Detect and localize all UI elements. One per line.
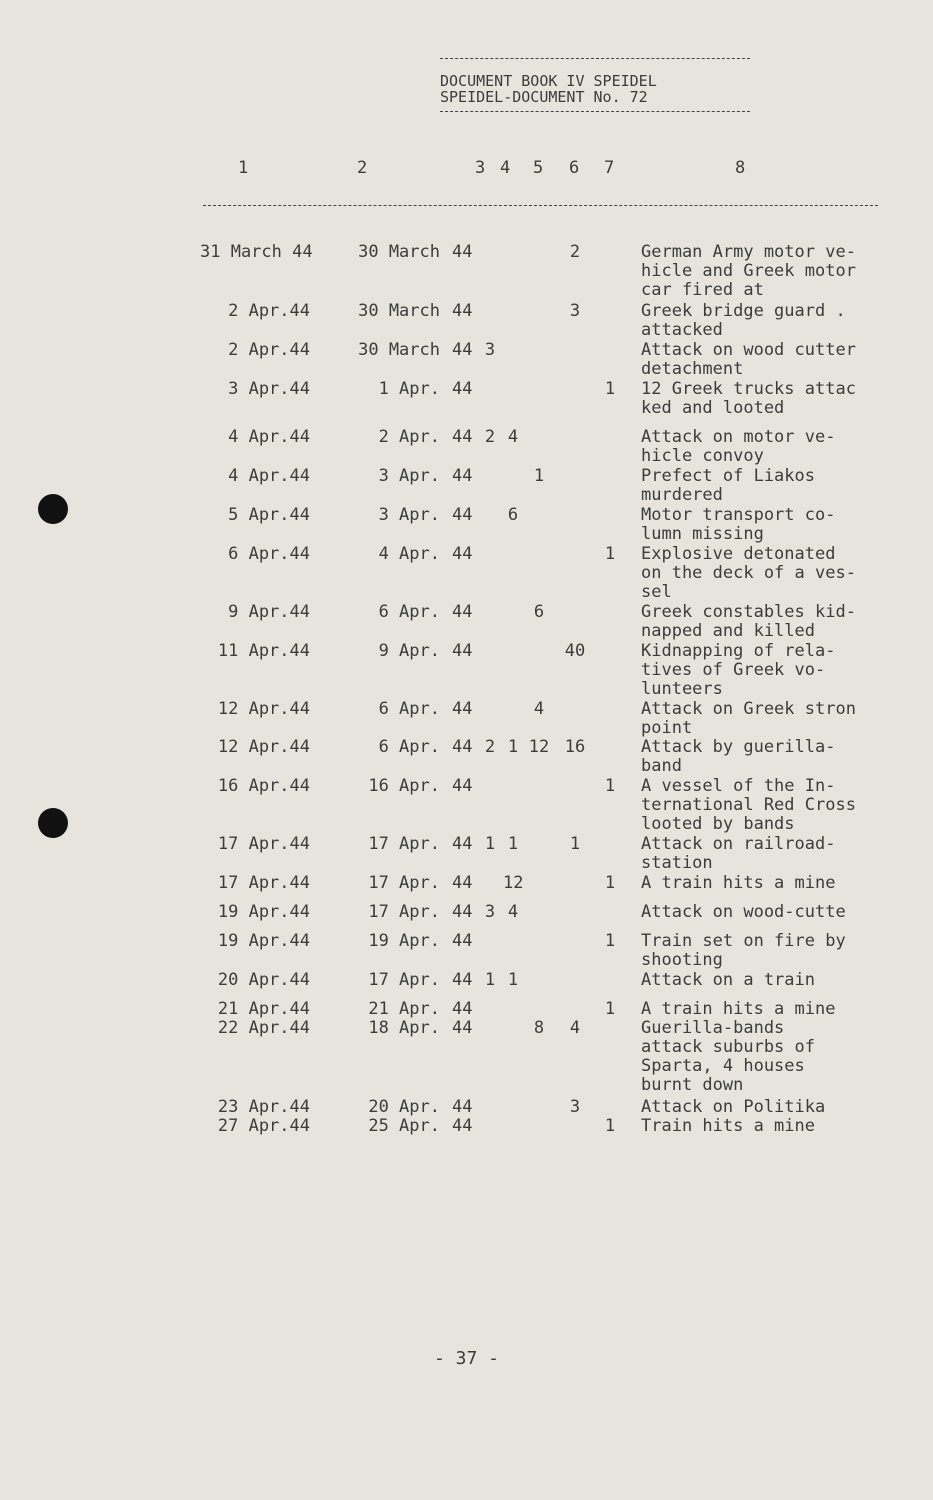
incident-year: 44 [452,1116,473,1136]
report-date: 19 Apr.44 [217,931,310,951]
header-line-1: DOCUMENT BOOK IV SPEIDEL [440,72,657,90]
description-line: Train set on fire by [641,931,846,951]
report-date: 16 Apr.44 [217,776,310,796]
column-number-6: 6 [569,158,580,178]
col-3-value: 2 [484,737,496,757]
incident-year: 44 [452,427,473,447]
col-4-value: 4 [507,902,519,922]
incident-description [641,1000,891,1019]
report-date: 27 Apr.44 [217,1116,310,1136]
column-number-3: 3 [475,158,486,178]
column-number-4: 4 [500,158,511,178]
col-4-value: 4 [507,427,519,447]
incident-description [641,700,891,738]
incident-date: 30 March [358,340,440,360]
incident-year: 44 [452,641,473,661]
report-date: 9 Apr.44 [228,602,310,622]
report-date: 21 Apr.44 [217,999,310,1019]
description-line: German Army motor ve- [641,242,856,262]
description-line: hicle and Greek motor [641,261,856,281]
incident-year: 44 [452,931,473,951]
incident-year: 44 [452,379,473,399]
report-date: 20 Apr.44 [217,970,310,990]
header-rule [440,58,750,59]
incident-date: 20 Apr. [368,1097,440,1117]
incident-year: 44 [452,776,473,796]
incident-description [641,971,891,990]
incident-year: 44 [452,544,473,564]
column-number-8: 8 [735,158,746,178]
col-6-value: 40 [564,641,586,661]
col-5-value: 1 [533,466,545,486]
incident-date: 30 March [358,242,440,262]
incident-date: 19 Apr. [368,931,440,951]
description-line: Guerilla-bands [641,1018,785,1038]
incident-description [641,467,891,505]
incident-year: 44 [452,1018,473,1038]
column-number-5: 5 [533,158,544,178]
col-7-value: 1 [604,776,616,796]
incident-date: 3 Apr. [378,505,440,525]
incident-date: 21 Apr. [368,999,440,1019]
col-6-value: 1 [569,834,581,854]
description-line: Explosive detonated [641,544,836,564]
description-line: Sparta, 4 houses [641,1056,805,1076]
incident-year: 44 [452,737,473,757]
incident-description [641,380,891,418]
description-line: Attack on railroad- [641,834,836,854]
incident-year: 44 [452,1097,473,1117]
description-line: Attack on Greek stron [641,699,856,719]
description-line: lumn missing [641,524,764,544]
incident-description [641,1098,891,1117]
incident-year: 44 [452,466,473,486]
incident-year: 44 [452,505,473,525]
description-line: attacked [641,320,723,340]
description-line: Greek constables kid- [641,602,856,622]
incident-date: 30 March [358,301,440,321]
description-line: Prefect of Liakos [641,466,815,486]
report-date: 4 Apr.44 [228,466,310,486]
col-4-value: 6 [507,505,519,525]
incident-date: 6 Apr. [378,699,440,719]
description-line: tives of Greek vo- [641,660,826,680]
col-7-value: 1 [604,999,616,1019]
incident-description [641,341,891,379]
incident-year: 44 [452,340,473,360]
incident-description [641,428,891,466]
incident-description [641,302,891,340]
incident-date: 9 Apr. [378,641,440,661]
col-3-value: 2 [484,427,496,447]
incident-year: 44 [452,834,473,854]
column-number-1: 1 [238,158,249,178]
description-line: car fired at [641,280,764,300]
col-7-value: 1 [604,544,616,564]
incident-date: 6 Apr. [378,602,440,622]
description-line: murdered [641,485,723,505]
table-rule [203,205,878,206]
description-line: Attack on motor ve- [641,427,836,447]
description-line: hicle convoy [641,446,764,466]
col-4-value: 1 [507,737,519,757]
col-6-value: 3 [569,1097,581,1117]
incident-description [641,1019,891,1095]
incident-description [641,243,891,300]
col-4-value: 12 [503,873,524,893]
report-date: 23 Apr.44 [217,1097,310,1117]
incident-description [641,903,891,922]
incident-year: 44 [452,602,473,622]
col-4-value: 1 [507,834,519,854]
col-3-value: 3 [484,340,496,360]
description-line: A train hits a mine [641,873,836,893]
header-line-2: SPEIDEL-DOCUMENT No. 72 [440,88,648,106]
report-date: 12 Apr.44 [217,737,310,757]
incident-date: 18 Apr. [368,1018,440,1038]
incident-year: 44 [452,970,473,990]
description-line: ternational Red Cross [641,795,856,815]
incident-date: 17 Apr. [368,902,440,922]
header-rule [440,111,750,112]
description-line: Attack on wood-cutte [641,902,846,922]
description-line: Attack on wood cutter [641,340,856,360]
col-6-value: 2 [569,242,581,262]
incident-description [641,545,891,602]
column-number-7: 7 [604,158,615,178]
description-line: lunteers [641,679,723,699]
incident-description [641,932,891,970]
report-date: 2 Apr.44 [228,340,310,360]
incident-date: 17 Apr. [368,873,440,893]
incident-description [641,1117,891,1136]
col-7-value: 1 [604,1116,616,1136]
col-5-value: 12 [528,737,550,757]
incident-year: 44 [452,873,473,893]
description-line: A vessel of the In- [641,776,836,796]
report-date: 19 Apr.44 [217,902,310,922]
incident-description [641,874,891,893]
page-number: - 37 - [433,1348,500,1369]
incident-date: 17 Apr. [368,834,440,854]
incident-date: 25 Apr. [368,1116,440,1136]
incident-date: 16 Apr. [368,776,440,796]
description-line: looted by bands [641,814,795,834]
col-6-value: 4 [569,1018,581,1038]
report-date: 22 Apr.44 [217,1018,310,1038]
report-date: 17 Apr.44 [217,834,310,854]
incident-date: 2 Apr. [378,427,440,447]
description-line: Train hits a mine [641,1116,815,1136]
incident-description [641,738,891,776]
incident-year: 44 [452,699,473,719]
incident-description [641,835,891,873]
incident-year: 44 [452,902,473,922]
incident-date: 4 Apr. [378,544,440,564]
description-line: napped and killed [641,621,815,641]
col-5-value: 8 [533,1018,545,1038]
col-3-value: 3 [484,902,496,922]
incident-date: 6 Apr. [378,737,440,757]
description-line: A train hits a mine [641,999,836,1019]
incident-description [641,603,891,641]
incident-year: 44 [452,999,473,1019]
col-7-value: 1 [604,379,616,399]
report-date: 11 Apr.44 [217,641,310,661]
document-header [440,58,750,112]
column-number-2: 2 [357,158,368,178]
description-line: burnt down [641,1075,744,1095]
description-line: point [641,718,693,738]
incident-description [641,777,891,834]
col-3-value: 1 [484,834,496,854]
incident-year: 44 [452,301,473,321]
col-6-value: 16 [564,737,586,757]
description-line: station [641,853,713,873]
col-5-value: 4 [533,699,545,719]
description-line: Attack on a train [641,970,815,990]
description-line: Attack by guerilla- [641,737,836,757]
report-date: 17 Apr.44 [217,873,310,893]
incident-date: 17 Apr. [368,970,440,990]
col-6-value: 3 [569,301,581,321]
col-3-value: 1 [484,970,496,990]
incident-year: 44 [452,242,473,262]
description-line: 12 Greek trucks attac [641,379,856,399]
description-line: sel [641,582,672,602]
punch-hole [38,494,68,524]
description-line: Motor transport co- [641,505,836,525]
incident-date: 1 Apr. [378,379,440,399]
col-4-value: 1 [507,970,519,990]
description-line: on the deck of a ves- [641,563,856,583]
col-5-value: 6 [533,602,545,622]
description-line: shooting [641,950,723,970]
report-date: 4 Apr.44 [228,427,310,447]
report-date: 6 Apr.44 [228,544,310,564]
punch-hole [38,808,68,838]
incident-date: 3 Apr. [378,466,440,486]
description-line: attack suburbs of [641,1037,815,1057]
report-date: 12 Apr.44 [217,699,310,719]
report-date: 31 March 44 [200,242,313,262]
description-line: Kidnapping of rela- [641,641,836,661]
description-line: Attack on Politika [641,1097,826,1117]
report-date: 3 Apr.44 [228,379,310,399]
description-line: Greek bridge guard . [641,301,846,321]
report-date: 5 Apr.44 [228,505,310,525]
description-line: band [641,756,682,776]
description-line: ked and looted [641,398,785,418]
description-line: detachment [641,359,744,379]
report-date: 2 Apr.44 [228,301,310,321]
incident-description [641,506,891,544]
incident-description [641,642,891,699]
col-7-value: 1 [604,931,616,951]
col-7-value: 1 [604,873,616,893]
